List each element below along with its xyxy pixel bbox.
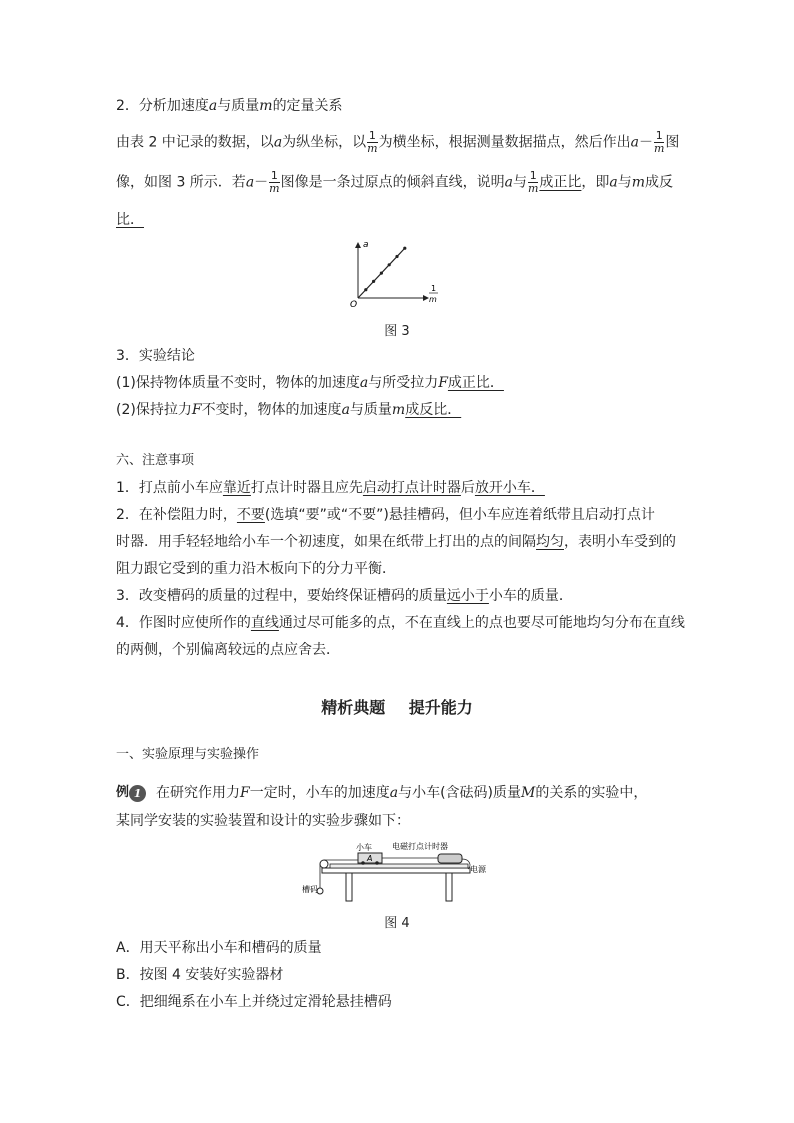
timer-label: 电磁打点计时器 (392, 842, 448, 851)
power-label: 电源 (470, 865, 486, 874)
car-wheel (375, 861, 379, 865)
example-1-line2: 某同学安装的实验装置和设计的实验步骤如下： (116, 813, 410, 829)
car-label: 小车 (356, 843, 372, 852)
fraction-one-over-m: $\frac{1}{m}$ (527, 169, 539, 195)
conclusion-2: (2)保持拉力F不变时，物体的加速度a与质量m成反比． (116, 402, 462, 418)
data-point (388, 263, 391, 266)
note-2-line3: 阻力跟它受到的重力沿木板向下的分力平衡． (116, 561, 396, 577)
note-2-line1: 2．在补偿阻力时，不要(选填“要”或“不要”)悬挂槽码，但小车应连着纸带且启动打点计 (116, 507, 655, 523)
note-2-line2: 时器．用手轻轻地给小车一个初速度，如果在纸带上打出的点的间隔均匀，表明小车受到的 (116, 534, 676, 550)
car-letter: A (367, 854, 373, 863)
x-axis-label-num: 1 (431, 284, 437, 293)
section2-paragraph-line2: 像，如图 3 所示．若a－ $\frac{1}{m}$ 图像是一条过原点的倾斜直线，说明a与 $\frac{1}{m}$ 成正比，即a与m成反 (116, 169, 674, 195)
note-1: 1．打点前小车应靠近打点计时器且应先启动打点计时器后放开小车． (116, 480, 545, 496)
wooden-board (330, 864, 468, 868)
y-axis-label: a (363, 240, 369, 250)
figure3-caption: 图 3 (384, 324, 410, 339)
section2-heading: 2．分析加速度a与质量m的定量关系 (116, 98, 343, 114)
section6-heading: 六、注意事项 (116, 453, 195, 468)
timer-body (438, 854, 462, 863)
figure4-caption: 图 4 (384, 916, 410, 931)
table-top (322, 868, 470, 873)
note-4-line2: 的两侧，个别偏离较远的点应舍去． (116, 642, 340, 658)
part1-heading: 一、实验原理与实验操作 (116, 747, 260, 762)
example-1-line1: 例 1 在研究作用力F一定时，小车的加速度a与小车(含砝码)质量M的关系的实验中， (116, 785, 648, 801)
fraction-one-over-m: $\frac{1}{m}$ (653, 129, 665, 155)
part-title: 精析典题 提升能力 (321, 698, 473, 717)
option-a: A．用天平称出小车和槽码的质量 (116, 940, 322, 956)
data-point (403, 247, 406, 250)
data-point (395, 255, 398, 258)
figure4-apparatus (300, 836, 490, 904)
data-point (380, 272, 383, 275)
section2-paragraph-line3: 比． (116, 212, 144, 228)
example-number-badge: 1 (129, 785, 146, 802)
car-wheel (361, 861, 365, 865)
fraction-one-over-m: $\frac{1}{m}$ (367, 129, 378, 155)
x-axis-label-den: m (429, 295, 437, 304)
fraction-one-over-m: $\frac{1}{m}$ (269, 169, 280, 195)
note-4-line1: 4．作图时应使所作的直线通过尽可能多的点，不在直线上的点也要尽可能地均匀分布在直线 (116, 615, 685, 631)
example-label: 例 (116, 785, 130, 800)
data-point (364, 288, 367, 291)
pulley (320, 860, 328, 868)
option-c: C．把细绳系在小车上并绕过定滑轮悬挂槽码 (116, 994, 392, 1010)
section3-heading: 3．实验结论 (116, 348, 195, 364)
option-b: B．按图 4 安装好实验器材 (116, 967, 284, 983)
table-leg-right (446, 873, 452, 901)
data-point (372, 280, 375, 283)
table-leg-left (346, 873, 352, 901)
origin-label: O (350, 300, 358, 310)
figure3-graph (348, 238, 448, 310)
weight-label: 槽码 (302, 885, 318, 894)
note-3: 3．改变槽码的质量的过程中，要始终保证槽码的质量远小于小车的质量． (116, 588, 573, 604)
section2-paragraph-line1: 由表 2 中记录的数据，以a为纵坐标，以 $\frac{1}{m}$ 为横坐标，根据测量数据描点，然后作出a－ $\frac{1}{m}$ 图 (116, 129, 680, 155)
conclusion-1: (1)保持物体质量不变时，物体的加速度a与所受拉力F成正比． (116, 375, 504, 391)
